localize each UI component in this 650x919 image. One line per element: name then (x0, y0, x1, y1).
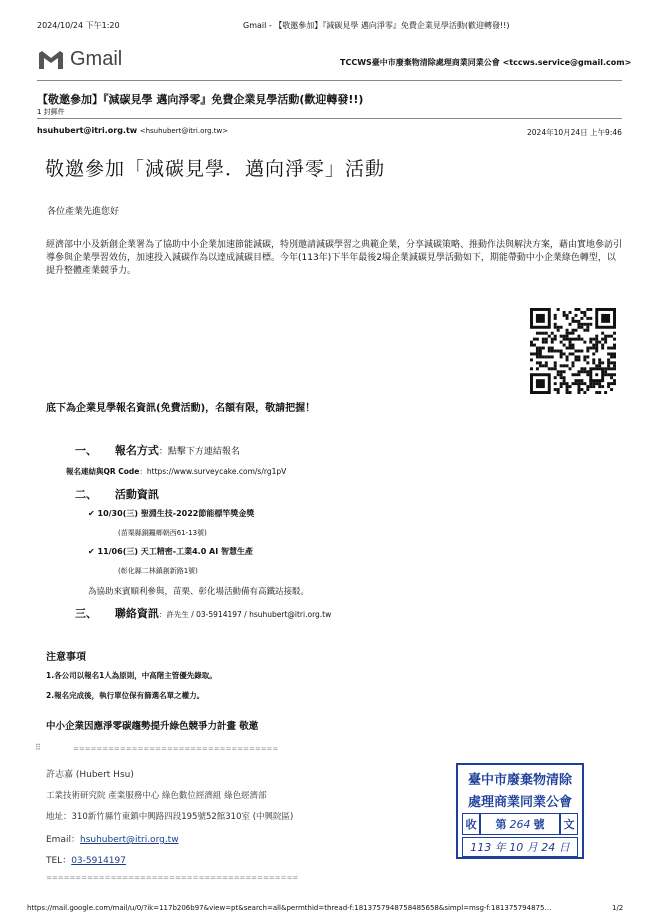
checkmark-icon: ✔ (88, 547, 95, 556)
registration-link-line (66, 466, 286, 477)
account-owner: TCCWS臺中市廢棄物清除處理商業同業公會 <tccws.service@gmail.com> (340, 58, 632, 67)
section-registration (75, 442, 240, 458)
checkmark-icon: ✔ (88, 509, 95, 518)
signature-tel-link[interactable]: 03-5914197 (71, 856, 126, 866)
stamp-line-2: 處理商業同業公會 (467, 794, 572, 810)
drag-handle-icon[interactable]: ⠿ (35, 743, 40, 752)
section-1-title: 報名方式 (114, 444, 159, 457)
registration-cta: 底下為企業見學報名資訊(免費活動)，名額有限，敬請把握！ (46, 403, 316, 414)
stamp-serial: 264 (509, 817, 531, 831)
gmail-m-icon (38, 50, 64, 70)
notice-title: 注意事項 (46, 652, 86, 663)
stamp-hao: 號 (533, 818, 545, 831)
registration-qr-code[interactable] (530, 308, 616, 394)
from-name: hsuhubert@itri.org.tw (37, 126, 138, 135)
signature-tel-line (46, 853, 126, 866)
link-label: 報名連結與QR Code (66, 467, 140, 476)
stamp-wen: 文 (560, 813, 578, 835)
registration-link[interactable]: ：https://www.surveycake.com/s/rg1pV (139, 467, 287, 476)
stamp-line-1: 臺中市廢棄物清除 (467, 772, 572, 788)
section-2-number: 二、 (75, 488, 97, 501)
stamp-number (480, 813, 560, 835)
signature-email-link[interactable]: hsuhubert@itri.org.tw (79, 835, 179, 845)
signature-name: 許志嘉 (Hubert Hsu) (46, 770, 134, 780)
section-1-number: 一、 (75, 444, 97, 457)
message-from (37, 126, 228, 135)
message-date: 2024年10月24日 上午9:46 (527, 128, 622, 137)
subject-divider (37, 118, 622, 119)
gmail-wordmark: Gmail (70, 48, 123, 70)
signature-separator-bottom: =========================================== (46, 874, 299, 882)
thread-subject: 【敬邀參加】『減碳見學 邁向淨零』免費企業見學活動(歡迎轉發!!) (37, 93, 364, 106)
print-footer-url: https://mail.google.com/mail/u/0/?ik=117b206b97&view=pt&search=all&permthid=thread-f:1813757948758485658&simpl=msg-f:181375794875… (27, 904, 552, 912)
signature-org: 工業技術研究院 產業服務中心 綠色數位經濟組 綠色經濟部 (46, 791, 267, 801)
stamp-receive: 收 (462, 813, 480, 835)
section-3-title: 聯絡資訊 (114, 607, 159, 620)
print-page-title: Gmail - 【敬邀參加】『減碳見學 邁向淨零』免費企業見學活動(歡迎轉發!!) (243, 21, 510, 30)
email-label: Email： (46, 835, 80, 845)
signature-separator: =================================== (73, 745, 279, 753)
tel-label: TEL： (46, 856, 72, 866)
print-datetime: 2024/10/24 下午1:20 (37, 21, 120, 30)
event-2-label: 11/06(三) 天工精密-工業4.0 AI 智慧生產 (97, 547, 254, 556)
signature-address: 地址：310新竹縣竹東鎮中興路四段195號52館310室 (中興院區) (46, 812, 294, 822)
section-3-text: ：許先生 / 03-5914197 / hsuhubert@itri.org.tw (158, 610, 332, 619)
section-contact (75, 605, 331, 621)
print-page-number: 1/2 (612, 904, 624, 912)
email-title: 敬邀參加「減碳見學．邁向淨零」活動 (45, 158, 386, 180)
program-name: 中小企業因應淨零碳趨勢提升綠色競爭力計畫 敬邀 (46, 721, 259, 732)
section-2-title: 活動資訊 (114, 488, 159, 501)
signature-email-line (46, 832, 179, 845)
gmail-logo[interactable] (38, 48, 122, 71)
event-1 (88, 508, 254, 519)
section-event-info (75, 486, 159, 502)
stamp-date: 113 年 10 月 24 日 (462, 837, 578, 857)
from-address: <hsuhubert@itri.org.tw> (139, 127, 229, 135)
notice-2: 2.報名完成後，執行單位保有篩選名單之權力。 (46, 691, 205, 700)
stamp-di: 第 (495, 818, 507, 831)
event-2-address: (彰化縣二林鎮創新路1號) (118, 567, 198, 575)
section-3-number: 三、 (75, 607, 97, 620)
event-2 (88, 546, 253, 557)
qr-code-icon (530, 308, 616, 394)
notice-1: 1.各公司以報名1人為原則，中高階主管優先錄取。 (46, 671, 217, 680)
receipt-stamp (456, 763, 584, 859)
intro-paragraph: 經濟部中小及新創企業署為了協助中小企業加速節能減碳，特別邀請減碳學習之典範企業，分享減碳策略、推動作法與解決方案，藉由實地參訪引導參與企業學習效仿，加速投入減碳作為以達成減碳目標。今年(113年)下半年最後2場企業減碳見學活動如下，期能帶動中小企業綠色轉型，以提升整體產業競爭力。 (46, 240, 623, 276)
section-1-text: ：點擊下方連結報名 (158, 447, 240, 457)
header-divider (37, 80, 622, 81)
event-1-address: (苗栗縣銅鑼鄉朝西61-13號) (118, 529, 207, 537)
greeting: 各位產業先進您好 (47, 207, 120, 217)
shuttle-note: 為協助來賓順利參與，苗栗、彰化場活動備有高鐵站接駁。 (88, 587, 310, 597)
stamp-number-row (462, 813, 578, 835)
message-count: 1 封郵件 (37, 108, 65, 116)
event-1-label: 10/30(三) 聖淵生技-2022節能標竿獎金獎 (97, 509, 255, 518)
